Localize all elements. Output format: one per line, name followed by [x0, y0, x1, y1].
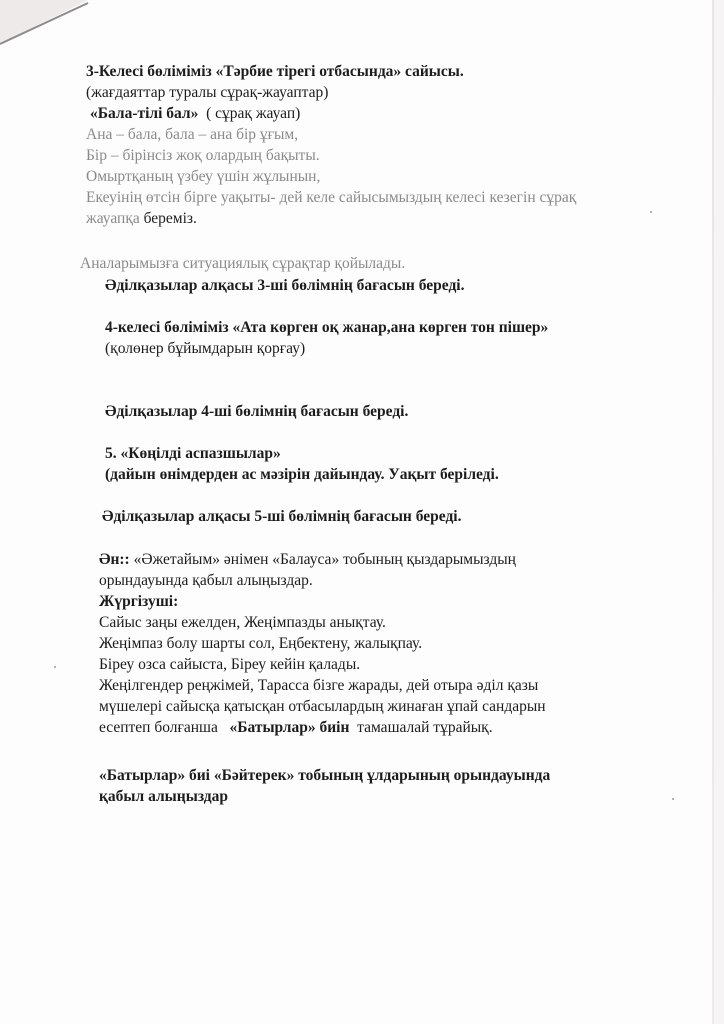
song-line-2: орындауында қабыл алыңыздар.: [99, 572, 313, 589]
section-4-subtitle: (қолөнер бұйымдарын қорғау): [105, 340, 306, 357]
poem-line-5: [86, 209, 197, 229]
poem-line-5-dark: береміз.: [143, 210, 197, 227]
poem-line-2: Бір – бірінсіз жоқ олардың бақыты.: [86, 147, 320, 164]
host-verse-1: Сайыс заңы ежелден, Жеңімпазды анықтау.: [99, 614, 386, 631]
scan-page-margin: [714, 0, 724, 1024]
jury-score-4: Әділқазылар 4-ші бөлімнің бағасын береді.: [105, 403, 409, 420]
song-label: Ән::: [99, 551, 130, 568]
scan-speck: [650, 211, 652, 213]
poem-line-1: Ана – бала, бала – ана бір ұғым,: [86, 126, 299, 143]
host-label: Жүргізуші:: [99, 593, 179, 610]
poem-line-5-grey: жауапқа: [86, 210, 140, 227]
batyrlar-announcement-2: қабыл алыңыздар: [99, 788, 228, 805]
scan-speck: [54, 666, 56, 668]
folded-corner-shadow: [0, 0, 90, 50]
host-verse-6-pre: есептеп болғанша: [99, 719, 218, 736]
batyrlar-announcement: «Батырлар» биі «Бәйтерек» тобының ұлдарының орындауында: [99, 767, 551, 784]
host-verse-4: Жеңілгендер реңжімей, Тарасса бізге жарады, дей отыра әділ қазы: [99, 677, 539, 694]
song-line: [99, 550, 516, 570]
scan-speck: [672, 798, 674, 800]
bala-tili-bal-line: [90, 104, 300, 124]
situational-questions: Аналарымызға ситуациялық сұрақтар қойылады.: [80, 255, 406, 272]
scan-page-edge: [712, 0, 714, 1024]
bala-tili-bal-title: «Бала-тілі бал»: [90, 105, 199, 122]
section-3-heading: 3-Келесі бөліміміз «Тәрбие тірегі отбасында» сайысы.: [86, 63, 464, 80]
host-verse-6: [99, 718, 493, 738]
poem-line-4: Екеуінің өтсін бірге уақыты- дей келе сайысымыздың келесі кезегін сұрақ: [86, 189, 577, 206]
host-verse-5: мүшелері сайысқа қатысқан отбасылардың жинаған ұпай сандарын: [99, 698, 546, 715]
section-5-subtitle: (дайын өнімдерден ас мәзірін дайындау. Уақыт беріледі.: [105, 466, 499, 483]
jury-score-3: Әділқазылар алқасы 3-ші бөлімнің бағасын береді.: [105, 277, 465, 294]
host-verse-3: Біреу озса сайыста, Біреу кейін қалады.: [99, 656, 361, 673]
batyrlar-dance-ref: «Батырлар» биін: [229, 719, 350, 736]
poem-line-3: Омыртқаның үзбеу үшін жұлынын,: [86, 168, 321, 185]
section-5-heading: 5. «Көңілді аспазшылар»: [105, 445, 281, 462]
song-text: «Әжетайым» әнімен «Балауса» тобының қыздарымыздың: [133, 551, 516, 568]
section-3-subtitle: (жағдаяттар туралы сұрақ-жауаптар): [86, 84, 329, 101]
section-4-heading: 4-келесі бөліміміз «Ата көрген оқ жанар,ана көрген тон пішер»: [105, 319, 549, 336]
host-verse-2: Жеңімпаз болу шарты сол, Еңбектену, жалықпау.: [99, 635, 423, 652]
jury-score-5: Әділқазылар алқасы 5-ші бөлімнің бағасын береді.: [102, 508, 462, 525]
host-verse-6-post: тамашалай тұрайық.: [357, 719, 493, 736]
bala-tili-bal-note: ( сұрақ жауап): [206, 105, 301, 122]
